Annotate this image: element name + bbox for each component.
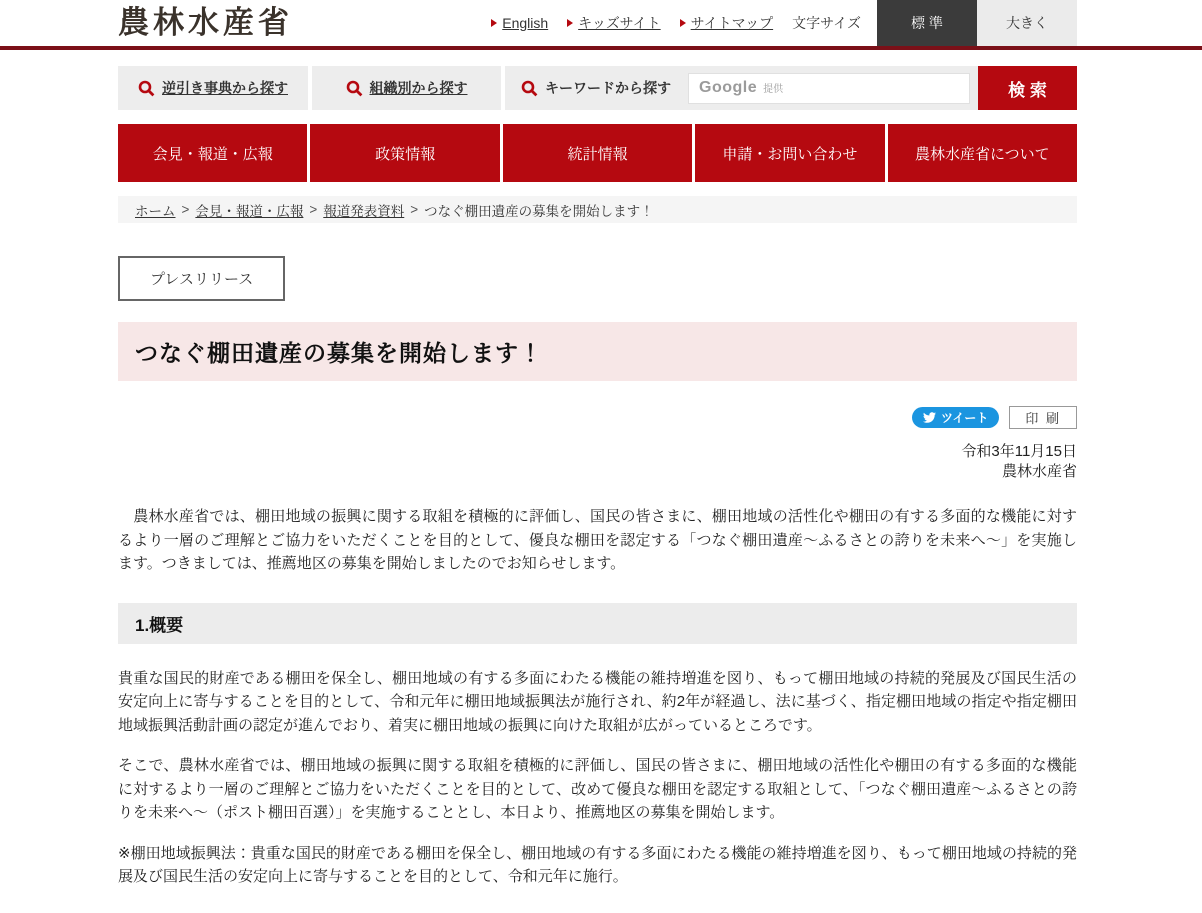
magnifier-icon bbox=[138, 80, 155, 97]
overview-paragraph-2: そこで、農林水産省では、棚田地域の振興に関する取組を積極的に評価し、国民の皆さまに、棚田地域の活性化や棚田の有する多面的な機能に対するより一層のご理解とご協力をいただくことを目的として、改めて優良な棚田を認定する取組として、「つなぐ棚田遺産～ふるさとの誇りを未来へ～（ポスト棚田百選）」を実施することとし、本日より、推薦地区の募集を開始します。 bbox=[118, 757, 1077, 821]
print-button[interactable]: 印 刷 bbox=[1009, 406, 1077, 429]
section-heading-overview: 1.概要 bbox=[118, 603, 1077, 644]
google-logo-text: Google bbox=[699, 78, 758, 96]
link-sitemap[interactable]: サイトマップ bbox=[680, 13, 773, 33]
magnifier-icon bbox=[521, 80, 538, 97]
breadcrumb-home-link[interactable]: ホーム bbox=[135, 203, 176, 219]
site-header bbox=[0, 0, 1202, 46]
link-english[interactable]: English bbox=[491, 15, 548, 31]
share-row bbox=[118, 406, 1077, 429]
by-organization-link[interactable]: 組織別から探す bbox=[369, 80, 468, 96]
link-kids-site[interactable]: キッズサイト bbox=[567, 13, 660, 33]
font-size-large-button[interactable]: 大きく bbox=[977, 0, 1077, 46]
lead-paragraph: 農林水産省では、棚田地域の振興に関する取組を積極的に評価し、国民の皆さまに、棚田地域の活性化や棚田の有する多面的な機能に対するより一層のご理解とご協力をいただくことを目的として、優良な棚田を認定する「つなぐ棚田遺産～ふるさとの誇りを未来へ～」を実施します。つきましては、推薦地区の募集を開始しましたのでお知らせします。 bbox=[118, 508, 1077, 572]
breadcrumb bbox=[118, 196, 1077, 223]
overview-paragraph-1: 貴重な国民的財産である棚田を保全し、棚田地域の有する多面にわたる機能の維持増進を図り、もって棚田地域の持続的発展及び国民生活の安定向上に寄与することを目的として、令和元年に棚田地域振興法が施行され、約2年が経過し、法に基づく、指定棚田地域の指定や指定棚田地域振興活動計画の認定が進んでおり、着実に棚田地域の振興に向けた取組が広がっているところです。 bbox=[118, 669, 1077, 734]
font-size-standard-button[interactable]: 標 準 bbox=[877, 0, 977, 46]
overview-paragraph-3: ※棚田地域振興法：貴重な国民的財産である棚田を保全し、棚田地域の有する多面にわたる機能の維持増進を図り、もって棚田地域の持続的発展及び国民生活の安定向上に寄与することを目的として、令和元年に施行。 bbox=[118, 844, 1077, 885]
reverse-dictionary-link[interactable]: 逆引き事典から探す bbox=[162, 80, 288, 96]
search-button[interactable]: 検 索 bbox=[978, 66, 1077, 110]
keyword-search-label: キーワードから探す bbox=[545, 80, 671, 96]
breadcrumb-press-link[interactable]: 会見・報道・広報 bbox=[195, 203, 304, 219]
font-size-label: 文字サイズ bbox=[792, 15, 861, 31]
release-organization: 農林水産省 bbox=[1001, 463, 1077, 480]
date-block bbox=[118, 442, 1077, 482]
header-divider bbox=[0, 46, 1202, 50]
tweet-button-label: ツイート bbox=[940, 411, 989, 425]
nav-press-and-pr[interactable]: 会見・報道・広報 bbox=[118, 124, 307, 182]
utility-links bbox=[491, 0, 861, 46]
breadcrumb-separator: > bbox=[309, 202, 318, 217]
by-organization-search-box[interactable] bbox=[312, 66, 501, 110]
nav-about-maff[interactable]: 農林水産省について bbox=[888, 124, 1077, 182]
reverse-dictionary-search-box[interactable] bbox=[118, 66, 308, 110]
nav-policy-info[interactable]: 政策情報 bbox=[310, 124, 499, 182]
press-release-tag[interactable]: プレスリリース bbox=[118, 256, 285, 301]
arrow-icon bbox=[680, 19, 686, 27]
arrow-icon bbox=[491, 19, 497, 27]
breadcrumb-current: つなぐ棚田遺産の募集を開始します！ bbox=[424, 203, 654, 219]
keyword-search-box bbox=[505, 66, 978, 110]
search-input[interactable] bbox=[688, 73, 970, 104]
nav-applications-contact[interactable]: 申請・お問い合わせ bbox=[695, 124, 884, 182]
page-title: つなぐ棚田遺産の募集を開始します！ bbox=[118, 322, 1077, 381]
breadcrumb-releases-link[interactable]: 報道発表資料 bbox=[323, 203, 405, 219]
release-date: 令和3年11月15日 bbox=[961, 443, 1077, 460]
article-content bbox=[118, 223, 1077, 889]
arrow-icon bbox=[567, 19, 573, 27]
breadcrumb-separator: > bbox=[181, 202, 190, 217]
magnifier-icon bbox=[346, 80, 363, 97]
twitter-bird-icon bbox=[923, 411, 936, 424]
google-provided-text: 提供 bbox=[763, 83, 784, 95]
nav-statistics[interactable]: 統計情報 bbox=[503, 124, 692, 182]
header-utility bbox=[491, 0, 1077, 46]
site-logo[interactable]: 農林水産省 bbox=[118, 5, 293, 40]
global-nav bbox=[118, 124, 1077, 182]
tweet-button[interactable] bbox=[912, 407, 999, 428]
search-row bbox=[118, 66, 1077, 110]
breadcrumb-separator: > bbox=[410, 202, 419, 217]
